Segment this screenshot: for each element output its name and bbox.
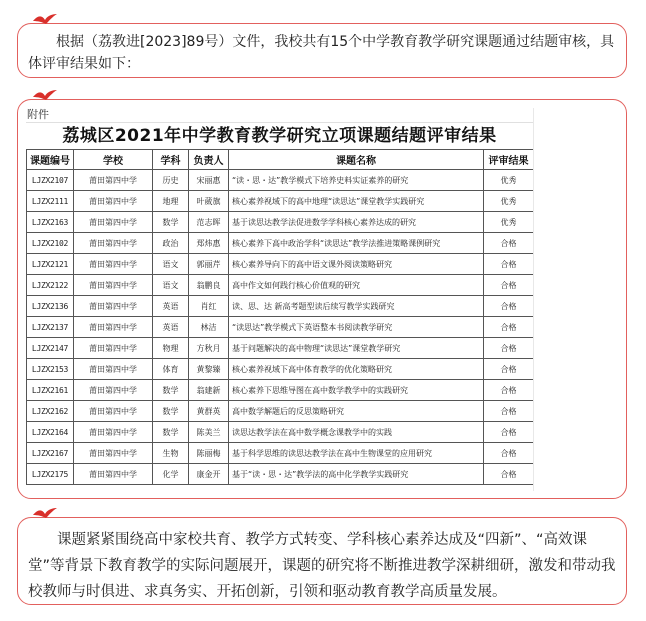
cell-subject: 英语: [153, 317, 189, 338]
cell-leader: 叶葳旗: [189, 191, 229, 212]
cell-leader: 康金开: [189, 464, 229, 485]
cell-school: 莆田第四中学: [74, 191, 153, 212]
cell-result: 合格: [484, 254, 534, 275]
cell-result: 优秀: [484, 170, 534, 191]
cell-leader: 郑炜惠: [189, 233, 229, 254]
cell-school: 莆田第四中学: [74, 170, 153, 191]
attachment-panel: [17, 99, 627, 499]
cell-leader: 范志晖: [189, 212, 229, 233]
cell-school: 莆田第四中学: [74, 380, 153, 401]
table-row: [27, 464, 534, 485]
cell-school: 莆田第四中学: [74, 338, 153, 359]
table-row: [27, 233, 534, 254]
table-row: [27, 338, 534, 359]
cell-code: LJZX2163: [27, 212, 74, 233]
intro-text: 根据（荔教进[2023]89号）文件，我校共有15个中学教育教学研究课题通过结题审核，具体评审结果如下：: [28, 34, 615, 72]
cell-code: LJZX2121: [27, 254, 74, 275]
cell-result: 合格: [484, 275, 534, 296]
cell-subject: 语文: [153, 254, 189, 275]
table-row: [27, 212, 534, 233]
cell-leader: 宋丽惠: [189, 170, 229, 191]
cell-leader: 陈丽梅: [189, 443, 229, 464]
cell-subject: 数学: [153, 380, 189, 401]
sheet-gridline: [533, 108, 534, 491]
cell-school: 莆田第四中学: [74, 212, 153, 233]
table-row: [27, 275, 534, 296]
header-school: 学校: [74, 150, 153, 170]
table-row: [27, 401, 534, 422]
cell-subject: 政治: [153, 233, 189, 254]
cell-code: LJZX2137: [27, 317, 74, 338]
swallow-icon: [32, 507, 58, 521]
attachment-label: 附件: [26, 108, 533, 123]
cell-subject: 语文: [153, 275, 189, 296]
cell-topic: 读、思、达 新高考题型读后续写教学实践研究: [229, 296, 484, 317]
cell-subject: 英语: [153, 296, 189, 317]
cell-result: 合格: [484, 317, 534, 338]
header-topic: 课题名称: [229, 150, 484, 170]
cell-result: 合格: [484, 422, 534, 443]
header-subject: 学科: [153, 150, 189, 170]
intro-panel: [17, 23, 627, 78]
cell-result: 合格: [484, 443, 534, 464]
sheet-title: 荔城区2021年中学教育教学研究立项课题结题评审结果: [62, 126, 497, 146]
result-sheet: [26, 108, 533, 485]
cell-topic: 核心素养下思维导图在高中数学教学中的实践研究: [229, 380, 484, 401]
cell-school: 莆田第四中学: [74, 296, 153, 317]
closing-panel: [17, 517, 627, 605]
cell-leader: 黄黎臻: [189, 359, 229, 380]
cell-subject: 数学: [153, 212, 189, 233]
cell-leader: 陈美兰: [189, 422, 229, 443]
cell-leader: 方秋月: [189, 338, 229, 359]
cell-result: 合格: [484, 359, 534, 380]
table-row: [27, 296, 534, 317]
table-row: [27, 380, 534, 401]
cell-school: 莆田第四中学: [74, 254, 153, 275]
cell-code: LJZX2175: [27, 464, 74, 485]
cell-topic: 核心素养下高中政治学科“读思达”教学法推进策略课例研究: [229, 233, 484, 254]
header-result: 评审结果: [484, 150, 534, 170]
cell-leader: 郭丽芹: [189, 254, 229, 275]
cell-code: LJZX2107: [27, 170, 74, 191]
cell-subject: 数学: [153, 422, 189, 443]
cell-code: LJZX2102: [27, 233, 74, 254]
table-row: [27, 359, 534, 380]
cell-leader: 翁鹏良: [189, 275, 229, 296]
cell-school: 莆田第四中学: [74, 401, 153, 422]
cell-code: LJZX2122: [27, 275, 74, 296]
cell-code: LJZX2167: [27, 443, 74, 464]
cell-result: 合格: [484, 401, 534, 422]
cell-result: 合格: [484, 296, 534, 317]
cell-subject: 历史: [153, 170, 189, 191]
cell-topic: 读思达教学法在高中数学概念课教学中的实践: [229, 422, 484, 443]
cell-code: LJZX2164: [27, 422, 74, 443]
table-row: [27, 191, 534, 212]
swallow-icon: [32, 13, 58, 27]
table-row: [27, 254, 534, 275]
cell-code: LJZX2136: [27, 296, 74, 317]
cell-topic: 核心素养视域下高中体育教学的优化策略研究: [229, 359, 484, 380]
cell-topic: 基于“读・思・达”教学法的高中化学教学实践研究: [229, 464, 484, 485]
table-row: [27, 443, 534, 464]
header-leader: 负责人: [189, 150, 229, 170]
cell-leader: 黄群英: [189, 401, 229, 422]
cell-topic: 核心素养视域下的高中地理“读思达”课堂教学实践研究: [229, 191, 484, 212]
cell-code: LJZX2153: [27, 359, 74, 380]
cell-topic: “读・思・达”教学模式下培养史料实证素养的研究: [229, 170, 484, 191]
header-code: 课题编号: [27, 150, 74, 170]
cell-school: 莆田第四中学: [74, 443, 153, 464]
cell-subject: 体育: [153, 359, 189, 380]
cell-subject: 化学: [153, 464, 189, 485]
cell-school: 莆田第四中学: [74, 233, 153, 254]
closing-text: 课题紧紧围绕高中家校共育、教学方式转变、学科核心素养达成及“四新”、“高效课堂”等背景下教育教学的实际问题展开，课题的研究将不断推进教学深耕细研，激发和带动我校教师与时俱进、求真务实、开拓创新，引领和驱动教育教学高质量发展。: [28, 532, 616, 600]
cell-topic: “读思达”教学模式下英语整本书阅读教学研究: [229, 317, 484, 338]
table-row: [27, 317, 534, 338]
cell-topic: 基于问题解决的高中物理“读思达”课堂教学研究: [229, 338, 484, 359]
cell-code: LJZX2147: [27, 338, 74, 359]
cell-school: 莆田第四中学: [74, 317, 153, 338]
cell-school: 莆田第四中学: [74, 275, 153, 296]
swallow-icon: [32, 89, 58, 103]
cell-result: 合格: [484, 233, 534, 254]
cell-school: 莆田第四中学: [74, 359, 153, 380]
cell-leader: 林洁: [189, 317, 229, 338]
cell-result: 优秀: [484, 212, 534, 233]
cell-result: 优秀: [484, 191, 534, 212]
table-row: [27, 170, 534, 191]
cell-topic: 核心素养导向下的高中语文课外阅读策略研究: [229, 254, 484, 275]
cell-topic: 高中数学解题后的反思策略研究: [229, 401, 484, 422]
cell-topic: 高中作文如何践行核心价值观的研究: [229, 275, 484, 296]
cell-code: LJZX2162: [27, 401, 74, 422]
cell-leader: 翁建新: [189, 380, 229, 401]
cell-code: LJZX2161: [27, 380, 74, 401]
cell-subject: 物理: [153, 338, 189, 359]
cell-leader: 肖红: [189, 296, 229, 317]
cell-subject: 地理: [153, 191, 189, 212]
cell-school: 莆田第四中学: [74, 422, 153, 443]
cell-result: 合格: [484, 380, 534, 401]
cell-code: LJZX2111: [27, 191, 74, 212]
cell-topic: 基于科学思维的读思达教学法在高中生物课堂的应用研究: [229, 443, 484, 464]
cell-result: 合格: [484, 338, 534, 359]
table-header-row: [27, 150, 534, 170]
table-row: [27, 422, 534, 443]
cell-subject: 生物: [153, 443, 189, 464]
cell-topic: 基于读思达教学法促进数学学科核心素养达成的研究: [229, 212, 484, 233]
results-table: [26, 149, 534, 485]
cell-school: 莆田第四中学: [74, 464, 153, 485]
cell-subject: 数学: [153, 401, 189, 422]
cell-result: 合格: [484, 464, 534, 485]
